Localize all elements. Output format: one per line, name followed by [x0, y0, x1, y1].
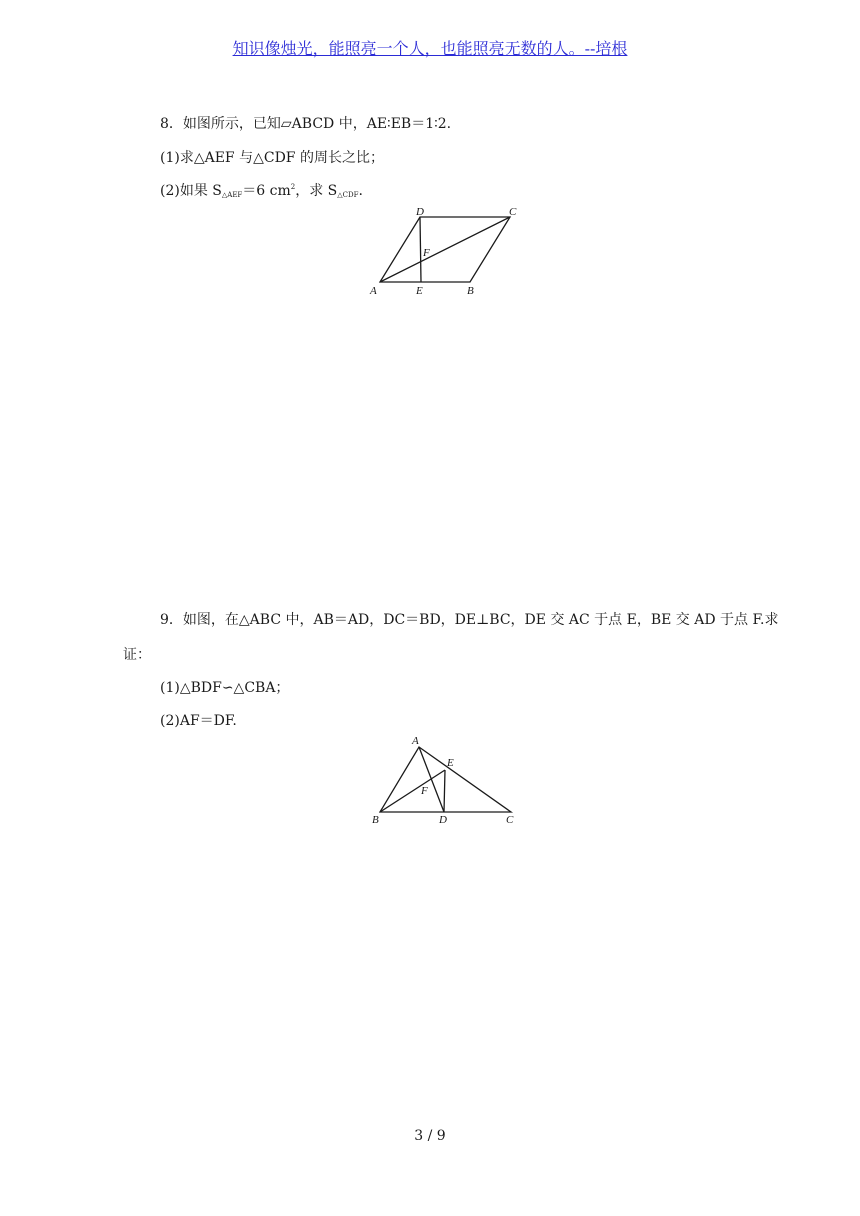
q8-stem: 8．如图所示，已知▱ABCD 中，AE∶EB＝1∶2. [160, 116, 452, 132]
q9-segment-ad [419, 747, 444, 812]
q8-label-b: B [467, 285, 474, 297]
q8-label-c: C [509, 206, 517, 218]
q8-part2-b: ＝6 cm [242, 183, 291, 199]
q8-part2-a: (2)如果 S [160, 183, 222, 199]
q9-label-a: A [412, 735, 419, 747]
q8-part2-d: . [358, 183, 363, 199]
q9-triangle-figure [360, 730, 535, 830]
header-motto: 知识像烛光，能照亮一个人，也能照亮无数的人。--培根 [232, 39, 628, 58]
q9-part2: (2)AF＝DF. [160, 713, 237, 729]
q8-part2-sub2: △CDF [337, 191, 359, 199]
q8-label-f: F [423, 247, 430, 259]
q8-label-a: A [370, 285, 377, 297]
q9-stem-line2: 证： [123, 647, 151, 663]
q8-part2-sub1: △AEF [221, 191, 243, 199]
q9-segment-de [444, 770, 445, 812]
q8-part1: (1)求△AEF 与△CDF 的周长之比； [160, 150, 384, 166]
q9-label-e: E [447, 757, 454, 769]
page-number: 3 / 9 [414, 1128, 446, 1144]
q9-label-d: D [439, 814, 447, 826]
q8-part2-sup: 2 [290, 183, 296, 191]
q9-label-f: F [421, 785, 428, 797]
q9-part1: (1)△BDF∽△CBA； [160, 680, 290, 696]
q8-part2-c: ，求 S [295, 183, 338, 199]
q9-triangle-abc [380, 747, 511, 812]
q8-part2 [160, 180, 363, 200]
q9-label-c: C [506, 814, 514, 826]
q8-label-d: D [416, 206, 424, 218]
q9-stem-line1: 9．如图，在△ABC 中，AB＝AD，DC＝BD，DE⊥BC，DE 交 AC 于点 E，BE 交 AD 于点 F.求 [160, 612, 779, 628]
q8-segment-de [420, 217, 421, 282]
q9-label-b: B [372, 814, 379, 826]
q8-parallelogram-figure [360, 200, 540, 305]
q8-label-e: E [416, 285, 423, 297]
